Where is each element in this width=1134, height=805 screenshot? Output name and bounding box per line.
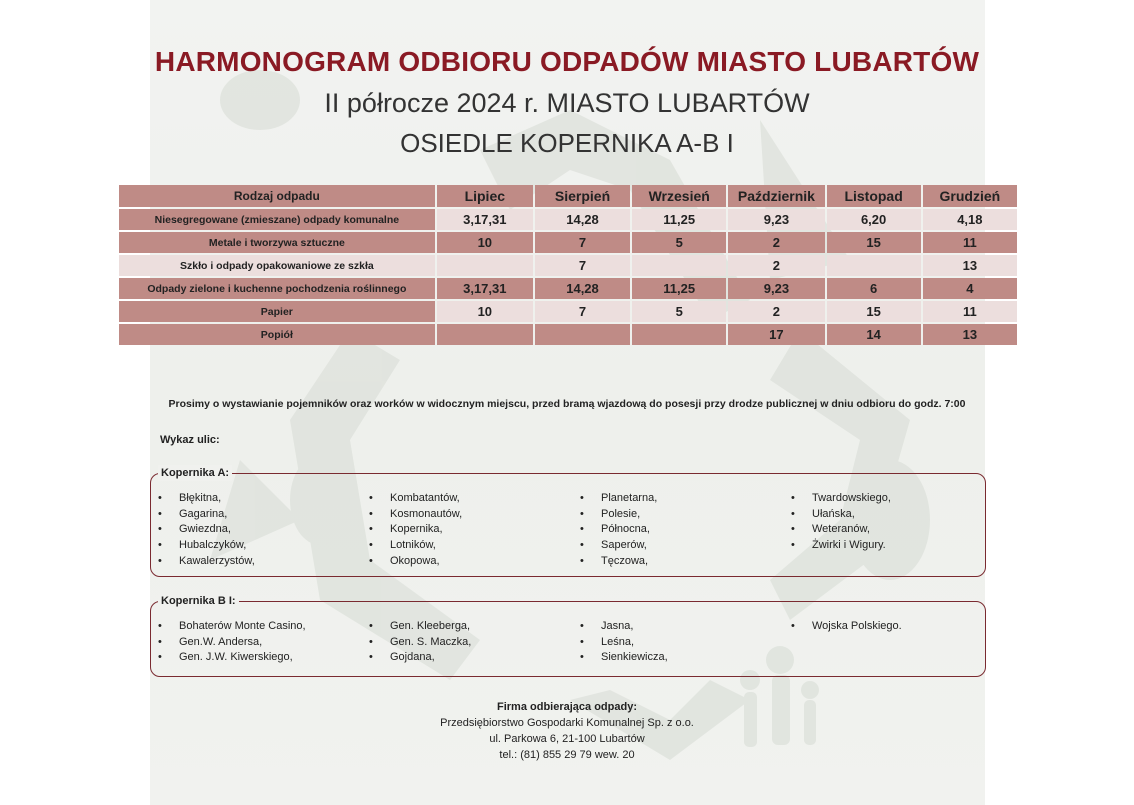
table-row	[119, 278, 1017, 299]
pickup-days-cell: 7	[535, 255, 630, 276]
notice-text: Prosimy o wystawianie pojemników oraz worków w widocznym miejscu, przed bramą wjazdową do posesji przy drodze publicznej w dniu odbioru do godz. 7:00	[168, 398, 966, 410]
area-title: OSIEDLE KOPERNIKA A-B I	[400, 128, 734, 158]
waste-type-label: Odpady zielone i kuchenne pochodzenia roślinnego	[119, 278, 435, 299]
kopernika-b-title: Kopernika B I:	[158, 593, 239, 609]
table-row	[119, 209, 1017, 230]
pickup-days-cell: 14,28	[535, 278, 630, 299]
street-item: • Leśna,	[579, 635, 668, 651]
page-subtitle: II półrocze 2024 r. MIASTO LUBARTÓW	[324, 88, 810, 118]
street-item: • Polesie,	[579, 507, 657, 523]
street-item: • Kombatantów,	[368, 491, 462, 507]
kopernika-b-box	[150, 595, 986, 677]
table-header-row	[119, 185, 1017, 207]
column-header-type: Rodzaj odpadu	[119, 185, 435, 207]
column-header-month: Grudzień	[923, 185, 1017, 207]
pickup-days-cell: 11	[923, 232, 1017, 253]
table-row	[119, 232, 1017, 253]
street-item: • Północna,	[579, 522, 657, 538]
street-item: • Bohaterów Monte Casino,	[157, 619, 306, 635]
table-row	[119, 324, 1017, 345]
pickup-days-cell: 11,25	[632, 209, 726, 230]
waste-type-label: Papier	[119, 301, 435, 322]
street-item: • Planetarna,	[579, 491, 657, 507]
company-address: ul. Parkowa 6, 21-100 Lubartów	[489, 733, 645, 745]
pickup-days-cell: 3,17,31	[437, 278, 533, 299]
pickup-days-cell: 9,23	[728, 209, 824, 230]
waste-type-label: Metale i tworzywa sztuczne	[119, 232, 435, 253]
street-list-column	[790, 491, 891, 554]
pickup-days-cell: 10	[437, 301, 533, 322]
pickup-days-cell: 2	[728, 301, 824, 322]
pickup-days-cell: 7	[535, 301, 630, 322]
pickup-days-cell: 14,28	[535, 209, 630, 230]
company-name: Przedsiębiorstwo Gospodarki Komunalnej Sp. z o.o.	[440, 717, 694, 729]
pickup-days-cell: 9,23	[728, 278, 824, 299]
schedule-table	[117, 183, 1019, 347]
pickup-days-cell	[632, 324, 726, 345]
street-item: • Hubalczyków,	[157, 538, 255, 554]
street-item: • Okopowa,	[368, 554, 462, 570]
street-item: • Gojdana,	[368, 650, 471, 666]
street-item: • Wojska Polskiego.	[790, 619, 902, 635]
pickup-days-cell: 11,25	[632, 278, 726, 299]
kopernika-a-box	[150, 467, 986, 577]
streets-heading: Wykaz ulic:	[160, 434, 220, 446]
street-item: • Ułańska,	[790, 507, 891, 523]
pickup-days-cell	[437, 255, 533, 276]
street-item: • Gen. J.W. Kiwerskiego,	[157, 650, 306, 666]
company-phone: tel.: (81) 855 29 79 wew. 20	[499, 749, 635, 761]
pickup-days-cell: 5	[632, 232, 726, 253]
street-list-column	[157, 619, 306, 666]
company-info	[0, 699, 1134, 763]
street-list-column	[157, 491, 255, 570]
street-item: • Sienkiewicza,	[579, 650, 668, 666]
table-row	[119, 255, 1017, 276]
pickup-days-cell: 15	[827, 232, 921, 253]
pickup-days-cell: 3,17,31	[437, 209, 533, 230]
street-list-column	[368, 491, 462, 570]
street-list-column	[368, 619, 471, 666]
street-list-column	[579, 619, 668, 666]
street-item: • Kawalerzystów,	[157, 554, 255, 570]
pickup-days-cell: 4,18	[923, 209, 1017, 230]
pickup-days-cell: 14	[827, 324, 921, 345]
street-item: • Twardowskiego,	[790, 491, 891, 507]
pickup-days-cell: 10	[437, 232, 533, 253]
pickup-days-cell: 15	[827, 301, 921, 322]
pickup-days-cell	[535, 324, 630, 345]
street-item: • Gwiezdna,	[157, 522, 255, 538]
pickup-days-cell	[437, 324, 533, 345]
company-heading: Firma odbierająca odpady:	[497, 701, 637, 713]
street-item: • Lotników,	[368, 538, 462, 554]
street-item: • Błękitna,	[157, 491, 255, 507]
street-item: • Gen. Kleeberga,	[368, 619, 471, 635]
kopernika-a-title: Kopernika A:	[158, 465, 232, 481]
pickup-days-cell	[632, 255, 726, 276]
pickup-days-cell: 6,20	[827, 209, 921, 230]
street-list-column	[579, 491, 657, 570]
street-item: • Jasna,	[579, 619, 668, 635]
waste-type-label: Popiół	[119, 324, 435, 345]
column-header-month: Lipiec	[437, 185, 533, 207]
pickup-days-cell: 5	[632, 301, 726, 322]
street-item: • Saperów,	[579, 538, 657, 554]
column-header-month: Listopad	[827, 185, 921, 207]
waste-type-label: Niesegregowane (zmieszane) odpady komunalne	[119, 209, 435, 230]
column-header-month: Październik	[728, 185, 824, 207]
street-item: • Gen.W. Andersa,	[157, 635, 306, 651]
pickup-days-cell: 17	[728, 324, 824, 345]
column-header-month: Wrzesień	[632, 185, 726, 207]
pickup-days-cell: 7	[535, 232, 630, 253]
pickup-days-cell: 13	[923, 255, 1017, 276]
table-row	[119, 301, 1017, 322]
street-item: • Kosmonautów,	[368, 507, 462, 523]
page-title: HARMONOGRAM ODBIORU ODPADÓW MIASTO LUBARTÓW	[154, 46, 980, 77]
street-item: • Gagarina,	[157, 507, 255, 523]
street-item: • Weteranów,	[790, 522, 891, 538]
street-list-column	[790, 619, 902, 635]
pickup-days-cell: 2	[728, 255, 824, 276]
pickup-days-cell: 11	[923, 301, 1017, 322]
waste-type-label: Szkło i odpady opakowaniowe ze szkła	[119, 255, 435, 276]
column-header-month: Sierpień	[535, 185, 630, 207]
street-item: • Kopernika,	[368, 522, 462, 538]
street-item: • Żwirki i Wigury.	[790, 538, 891, 554]
pickup-days-cell: 6	[827, 278, 921, 299]
pickup-days-cell: 2	[728, 232, 824, 253]
pickup-days-cell: 13	[923, 324, 1017, 345]
street-item: • Gen. S. Maczka,	[368, 635, 471, 651]
street-item: • Tęczowa,	[579, 554, 657, 570]
pickup-days-cell: 4	[923, 278, 1017, 299]
pickup-days-cell	[827, 255, 921, 276]
